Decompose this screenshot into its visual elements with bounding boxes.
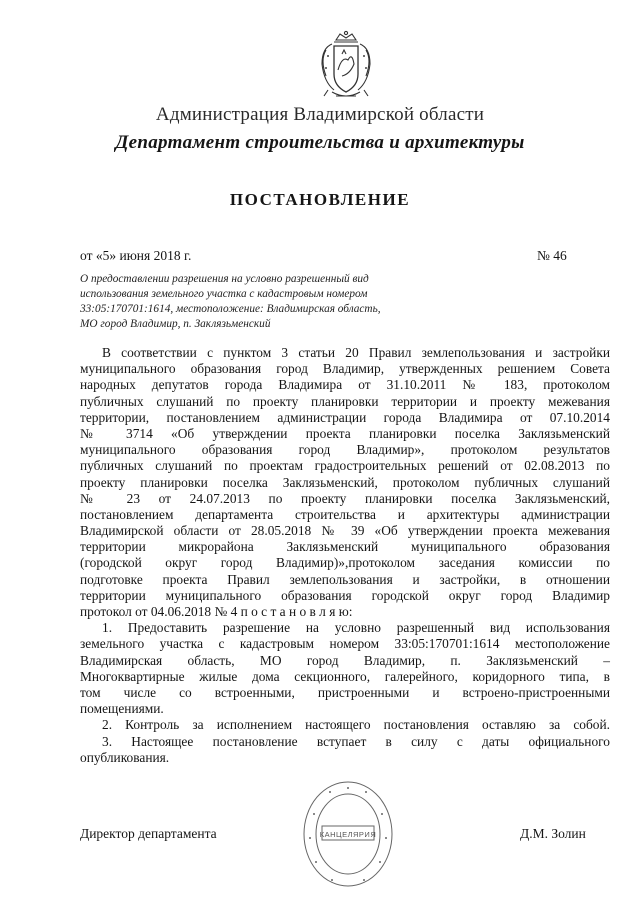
body-line: протокол от 04.06.2018 № 4 п о с т а н о в л я ю: (80, 604, 353, 619)
body-line: Владимирская область, МО город Владимир, п. Заклязьменский – (80, 652, 610, 668)
body-line: том числе со встроенными, пристроенными и встроено-пристроенными (80, 684, 610, 700)
coat-of-arms-emblem (314, 30, 378, 106)
document-date: от «5» июня 2018 г. (80, 248, 192, 263)
body-line: Многоквартирные жилые дома секционного, галерейного, коридорного типа, в (80, 668, 610, 684)
subject-line: использования земельного участка с кадастровым номером (80, 288, 368, 300)
subject-line: МО город Владимир, п. Заклязьменский (80, 318, 271, 330)
document-type-heading: ПОСТАНОВЛЕНИЕ (229, 190, 411, 209)
svg-text:КАНЦЕЛЯРИЯ: КАНЦЕЛЯРИЯ (319, 830, 377, 839)
document-subject (80, 272, 440, 332)
body-line: земельного участка с кадастровым номером 33:05:170701:1614 местоположение (80, 636, 610, 652)
body-line: проекту планировки поселка Заклязьменский, протоколом публичных слушаний (80, 474, 610, 490)
body-line: № 23 от 24.07.2013 по проекту планировки поселка Заклязьменский, (80, 490, 610, 506)
body-line: 3. Настоящее постановление вступает в силу с даты официального (102, 733, 610, 749)
office-stamp (300, 778, 396, 896)
document-number: № 46 (537, 248, 567, 263)
body-line: постановлением департамента строительства и архитектуры администрации (80, 506, 610, 522)
body-line: публичных слушаний по проекту планировки территории и проекту межевания (80, 393, 610, 409)
body-line: муниципального образования город Владимир», протоколом результатов (80, 442, 610, 458)
body-line: подготовке проекта Правил землепользования и застройки, в отношении (80, 571, 610, 587)
body-line: территории, постановлением администрации города Владимира от 07.10.2014 (80, 409, 610, 425)
body-line: территории микрорайона Заклязьменский муниципального образования (80, 539, 610, 555)
body-line: помещениями. (80, 701, 164, 717)
subject-line: О предоставлении разрешения на условно разрешенный вид (80, 273, 369, 285)
organization-name: Администрация Владимирской области (155, 104, 485, 125)
body-line: Владимирской области от 28.05.2018 № 39 «Об утверждении проекта межевания (80, 523, 610, 539)
subject-line: 33:05:170701:1614, местоположение: Владимирская область, (80, 303, 381, 315)
body-line: (городской округ город Владимир)»,протоколом заседания комиссии по (80, 555, 610, 571)
body-line: территории муниципального образования городской округ город Владимир (80, 587, 610, 603)
body-line: № 3714 «Об утверждении проекта планировки поселка Заклязьменский (80, 425, 610, 441)
document-body (80, 345, 610, 766)
body-line: 1. Предоставить разрешение на условно разрешенный вид использования (102, 620, 610, 636)
department-name: Департамент строительства и архитектуры (115, 132, 525, 153)
signatory-title: Директор департамента (80, 826, 217, 841)
body-line: опубликования. (80, 749, 170, 765)
body-line: 2. Контроль за исполнением настоящего постановления оставляю за собой. (102, 717, 610, 733)
body-line: публичных слушаний по проектам градостроительных решений от 02.08.2013 по (80, 458, 610, 474)
body-line: В соответствии с пунктом 3 статьи 20 Правил землепользования и застройки (102, 345, 610, 360)
body-line: муниципального образования город Владимир, утвержденных решением Совета (80, 361, 610, 377)
body-line: народных депутатов города Владимира от 31.10.2011 № 183, протоколом (80, 377, 610, 393)
signatory-name: Д.М. Золин (520, 826, 586, 841)
